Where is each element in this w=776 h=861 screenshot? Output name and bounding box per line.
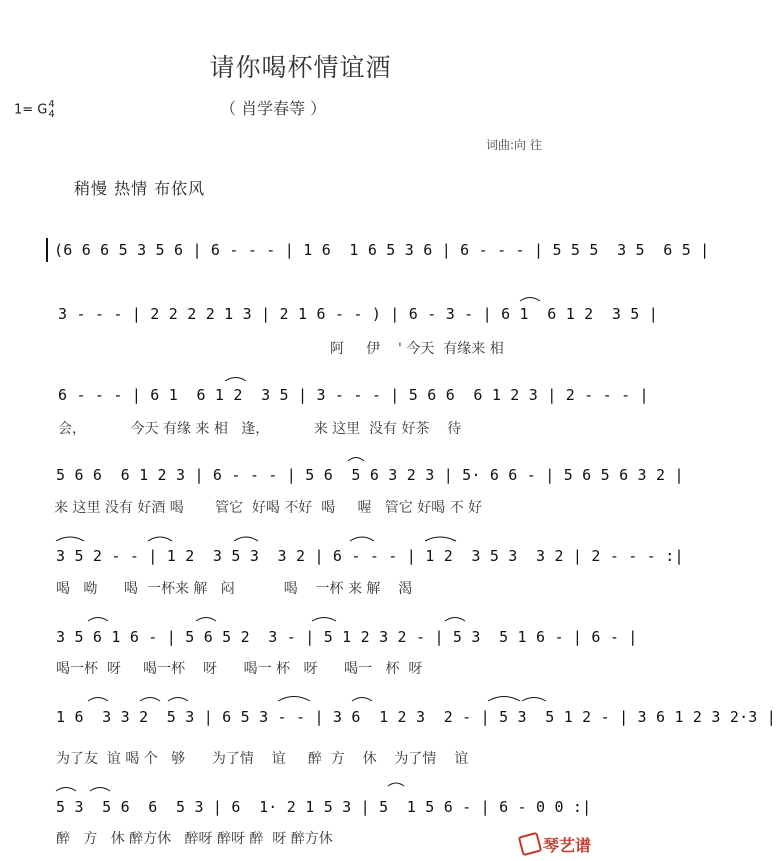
slur-mark xyxy=(56,788,76,792)
lyrics-line-3: 会， 今天 有缘 来 相 逢， 来 这里 没有 好茶 待 xyxy=(58,421,462,437)
slur-mark xyxy=(225,378,246,382)
notation-line-2: 3 - - - | 2 2 2 2 1 3 | 2 1 6 - - ) | 6 - 3 - | 6 1 6 1 2 3 5 | xyxy=(58,305,658,323)
slur-mark xyxy=(278,697,310,702)
time-bottom: 4 xyxy=(48,109,55,120)
slur-mark xyxy=(352,698,372,702)
lyrics-line-7: 为了友 谊 喝 个 够 为了情 谊 醉 方 休 为了情 谊 xyxy=(56,751,469,767)
notation-line-4: 5 6 6 6 1 2 3 | 6 - - - | 5 6 5 6 3 2 3 | 5· 6 6 - | 5 6 5 6 3 2 | xyxy=(56,466,684,484)
slur-mark xyxy=(348,458,364,462)
watermark-logo xyxy=(520,833,591,856)
key-label: 1= G xyxy=(14,102,48,118)
slur-mark xyxy=(388,783,404,786)
notation-line-6: 3 5 6 1 6 - | 5 6 5 2 3 - | 5 1 2 3 2 - | 5 3 5 1 6 - | 6 - | xyxy=(56,628,638,646)
slur-mark xyxy=(56,537,84,541)
slur-mark xyxy=(445,618,465,622)
notation-line-8: 5 3 5 6 6 5 3 | 6 1· 2 1 5 3 | 5 1 5 6 - | 6 - 0 0 :| xyxy=(56,798,592,816)
credits: 词曲:向 往 xyxy=(486,138,542,152)
notation-line-5: 3 5 2 - - | 1 2 3 5 3 3 2 | 6 - - - | 1 2 3 5 3 3 2 | 2 - - - :| xyxy=(56,547,684,565)
slur-mark xyxy=(88,698,108,702)
slur-mark xyxy=(88,618,108,622)
time-top: 4 xyxy=(48,99,55,110)
song-subtitle: （ 肖学春等 ） xyxy=(220,99,327,118)
slur-mark xyxy=(312,618,336,622)
tempo-marking: 稍慢 热情 布依风 xyxy=(74,179,206,198)
slur-mark xyxy=(350,537,374,541)
logo-icon xyxy=(518,832,542,856)
notation-line-1: (6 6 6 5 3 5 6 | 6 - - - | 1 6 1 6 5 3 6 | 6 - - - | 5 5 5 3 5 6 5 | xyxy=(54,241,710,259)
slur-mark xyxy=(520,298,540,302)
watermark-text: 琴艺谱 xyxy=(543,836,592,855)
slur-mark xyxy=(168,698,188,702)
slur-mark xyxy=(140,698,160,702)
slur-mark xyxy=(90,788,110,792)
slur-mark xyxy=(148,537,172,541)
slur-mark xyxy=(488,697,520,702)
lyrics-line-5: 喝 呦 喝 一杯来 解 闷 喝 一杯 来 解 渴 xyxy=(56,581,413,597)
lyrics-line-8: 醉 方 休 醉方休 醉呀 醉呀 醉 呀 醉方休 xyxy=(56,831,333,847)
lyrics-line-6: 喝一杯 呀 喝一杯 呀 喝一 杯 呀 喝一 杯 呀 xyxy=(56,661,423,677)
lyrics-line-2: 阿 伊 ' 今天 有缘来 相 xyxy=(330,341,504,357)
slur-mark xyxy=(425,537,456,541)
slur-mark xyxy=(234,537,258,541)
song-title: 请你喝杯情谊酒 xyxy=(209,53,392,82)
slur-mark xyxy=(522,698,546,702)
notation-line-3: 6 - - - | 6 1 6 1 2 3 5 | 3 - - - | 5 6 6 6 1 2 3 | 2 - - - | xyxy=(58,386,649,404)
slur-mark xyxy=(196,618,216,622)
notation-line-7: 1 6 3 3 2 5 3 | 6 5 3 - - | 3 6 1 2 3 2 - | 5 3 5 1 2 - | 3 6 1 2 3 2·3 | xyxy=(56,708,776,726)
lyrics-line-4: 来 这里 没有 好酒 喝 管它 好喝 不好 喝 喔 管它 好喝 不 好 xyxy=(54,500,483,516)
